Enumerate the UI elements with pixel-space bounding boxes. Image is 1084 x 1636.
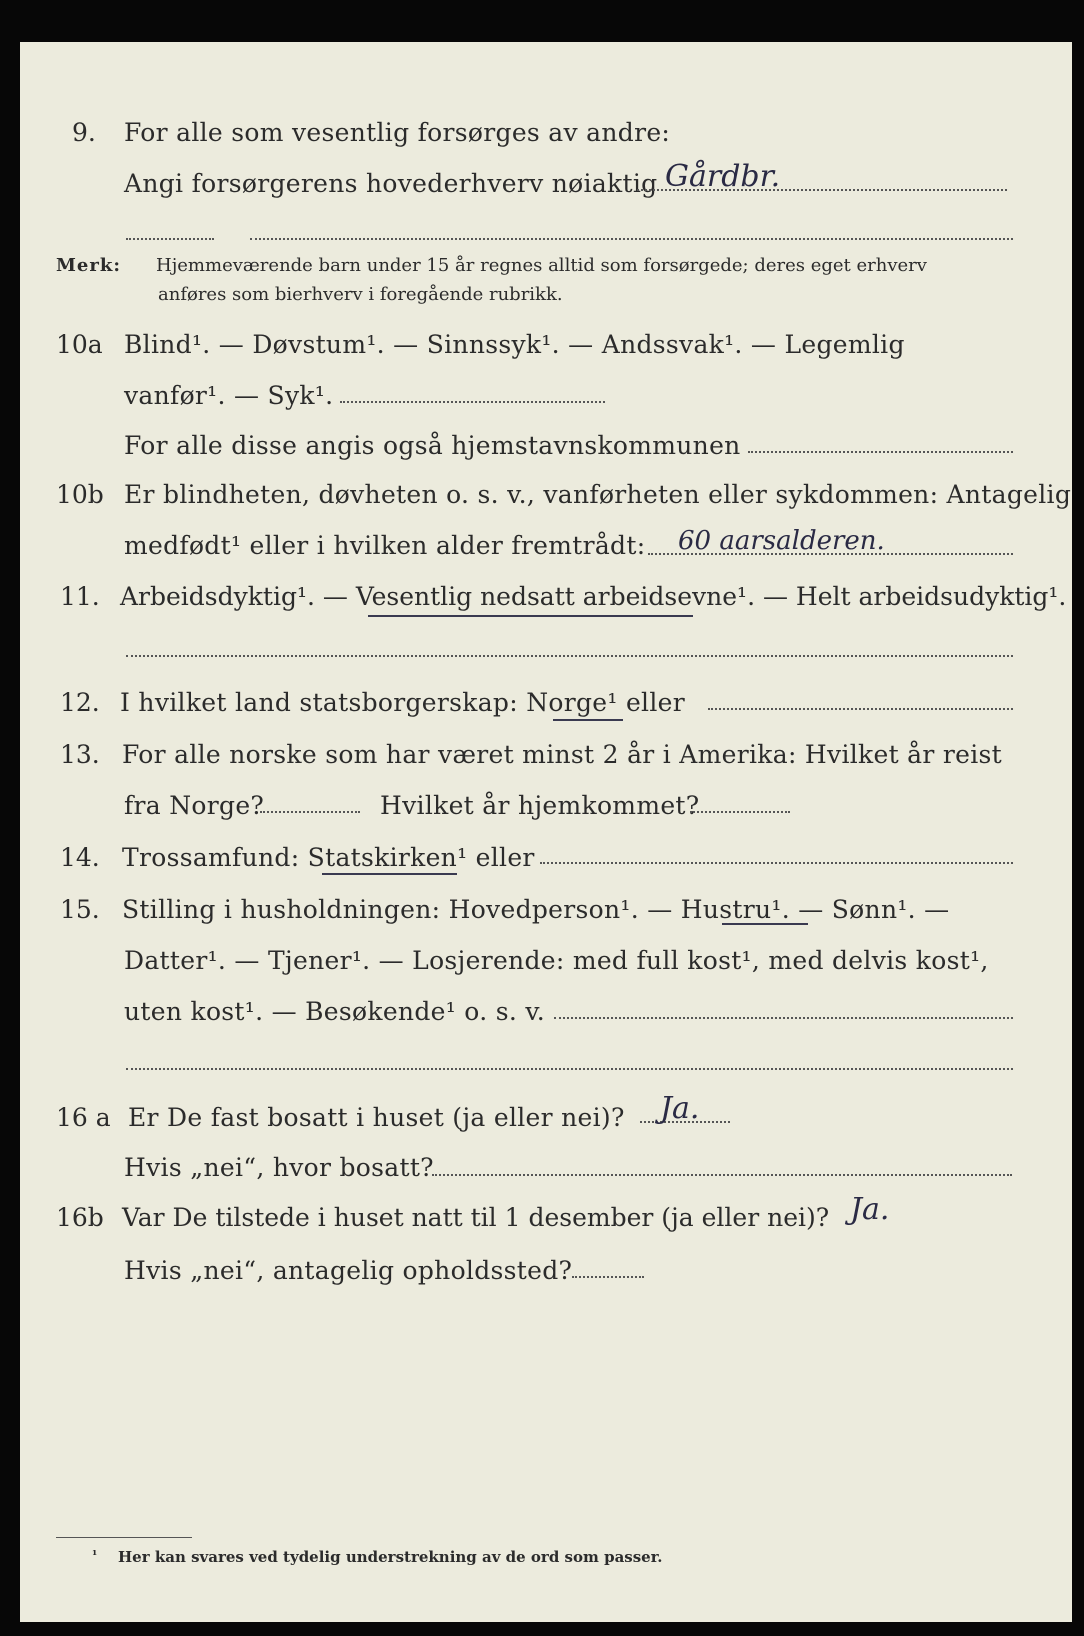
q15-line1: Stilling i husholdningen: Hovedperson¹. — Hustru¹. — Sønn¹. — xyxy=(122,895,950,924)
q11-underline xyxy=(368,615,693,617)
q9-line1: For alle som vesentlig forsørges av andre: xyxy=(124,118,671,147)
q16a-line1: Er De fast bosatt i huset (ja eller nei)? xyxy=(128,1103,625,1132)
q12-answer-line xyxy=(708,708,1013,710)
q10b-number: 10b xyxy=(56,480,104,509)
q13-line2a: fra Norge? xyxy=(124,791,265,820)
q10b-answer: 60 aarsalderen. xyxy=(678,526,885,556)
q16a-number: 16 a xyxy=(56,1103,111,1132)
q16a-answer: Ja. xyxy=(660,1091,700,1126)
q10a-number: 10a xyxy=(56,330,103,359)
q14-line1: Trossamfund: Statskirken¹ eller xyxy=(122,843,535,872)
q9-number: 9. xyxy=(72,118,96,147)
q15-line2: Datter¹. — Tjener¹. — Losjerende: med full kost¹, med delvis kost¹, xyxy=(124,946,989,975)
q9-extra-line-b xyxy=(250,238,1013,240)
q14-number: 14. xyxy=(60,843,100,872)
q10a-line1: Blind¹. — Døvstum¹. — Sinnssyk¹. — Andssvak¹. — Legemlig xyxy=(124,330,905,359)
q10a-line2: vanfør¹. — Syk¹. xyxy=(124,381,334,410)
q13-hjemkommet-line xyxy=(690,811,790,813)
q10b-line1: Er blindheten, døvheten o. s. v., vanførheten eller sykdommen: Antagelig xyxy=(124,480,1072,509)
q11-number: 11. xyxy=(60,582,100,611)
q10a-line3: For alle disse angis også hjemstavnskommunen xyxy=(124,431,741,460)
q16a-line2: Hvis „nei“, hvor bosatt? xyxy=(124,1153,434,1182)
q10a-syk-line xyxy=(340,401,605,403)
merk-line2: anføres som bierhverv i foregående rubrikk. xyxy=(158,284,563,305)
q14-underline xyxy=(322,873,457,875)
q16b-answer: Ja. xyxy=(850,1192,890,1227)
q13-reist-line xyxy=(260,811,360,813)
q16a-bosatt-line xyxy=(432,1174,1012,1176)
q16b-opholdssted-line xyxy=(572,1276,644,1278)
q15-underline xyxy=(722,923,808,925)
q15-extra-line xyxy=(126,1068,1013,1070)
q9-answer: Gårdbr. xyxy=(665,159,781,194)
q12-number: 12. xyxy=(60,688,100,717)
q9-line2: Angi forsørgerens hovederhverv nøiaktig xyxy=(124,169,658,198)
q11-extra-line xyxy=(126,655,1013,657)
q11-line1: Arbeidsdyktig¹. — Vesentlig nedsatt arbeidsevne¹. — Helt arbeidsudyktig¹. xyxy=(120,582,1067,611)
q13-line1: For alle norske som har været minst 2 år i Amerika: Hvilket år reist xyxy=(122,740,1003,769)
q16b-number: 16b xyxy=(56,1203,104,1232)
q15-number: 15. xyxy=(60,895,100,924)
q9-extra-line-a xyxy=(126,238,214,240)
footnote-text: Her kan svares ved tydelig understrekning av de ord som passer. xyxy=(118,1548,663,1566)
q14-answer-line xyxy=(540,862,1013,864)
q13-number: 13. xyxy=(60,740,100,769)
q10b-line2: medfødt¹ eller i hvilken alder fremtrådt: xyxy=(124,531,646,560)
census-form-page xyxy=(20,42,1072,1622)
q12-underline xyxy=(553,719,623,721)
q10a-hjemstavn-line xyxy=(748,451,1013,453)
q15-line3: uten kost¹. — Besøkende¹ o. s. v. xyxy=(124,997,546,1026)
q13-line2b: Hvilket år hjemkommet? xyxy=(380,791,700,820)
footnote-mark: ¹ xyxy=(92,1548,98,1562)
q12-line1: I hvilket land statsborgerskap: Norge¹ eller xyxy=(120,688,685,717)
merk-label: Merk: xyxy=(56,255,121,276)
footnote-rule xyxy=(56,1537,192,1538)
merk-line1: Hjemmeværende barn under 15 år regnes alltid som forsørgede; deres eget erhverv xyxy=(156,255,927,276)
q16b-line2: Hvis „nei“, antagelig opholdssted? xyxy=(124,1256,573,1285)
q16b-line1: Var De tilstede i huset natt til 1 desember (ja eller nei)? xyxy=(122,1203,830,1232)
q15-answer-line xyxy=(554,1017,1013,1019)
